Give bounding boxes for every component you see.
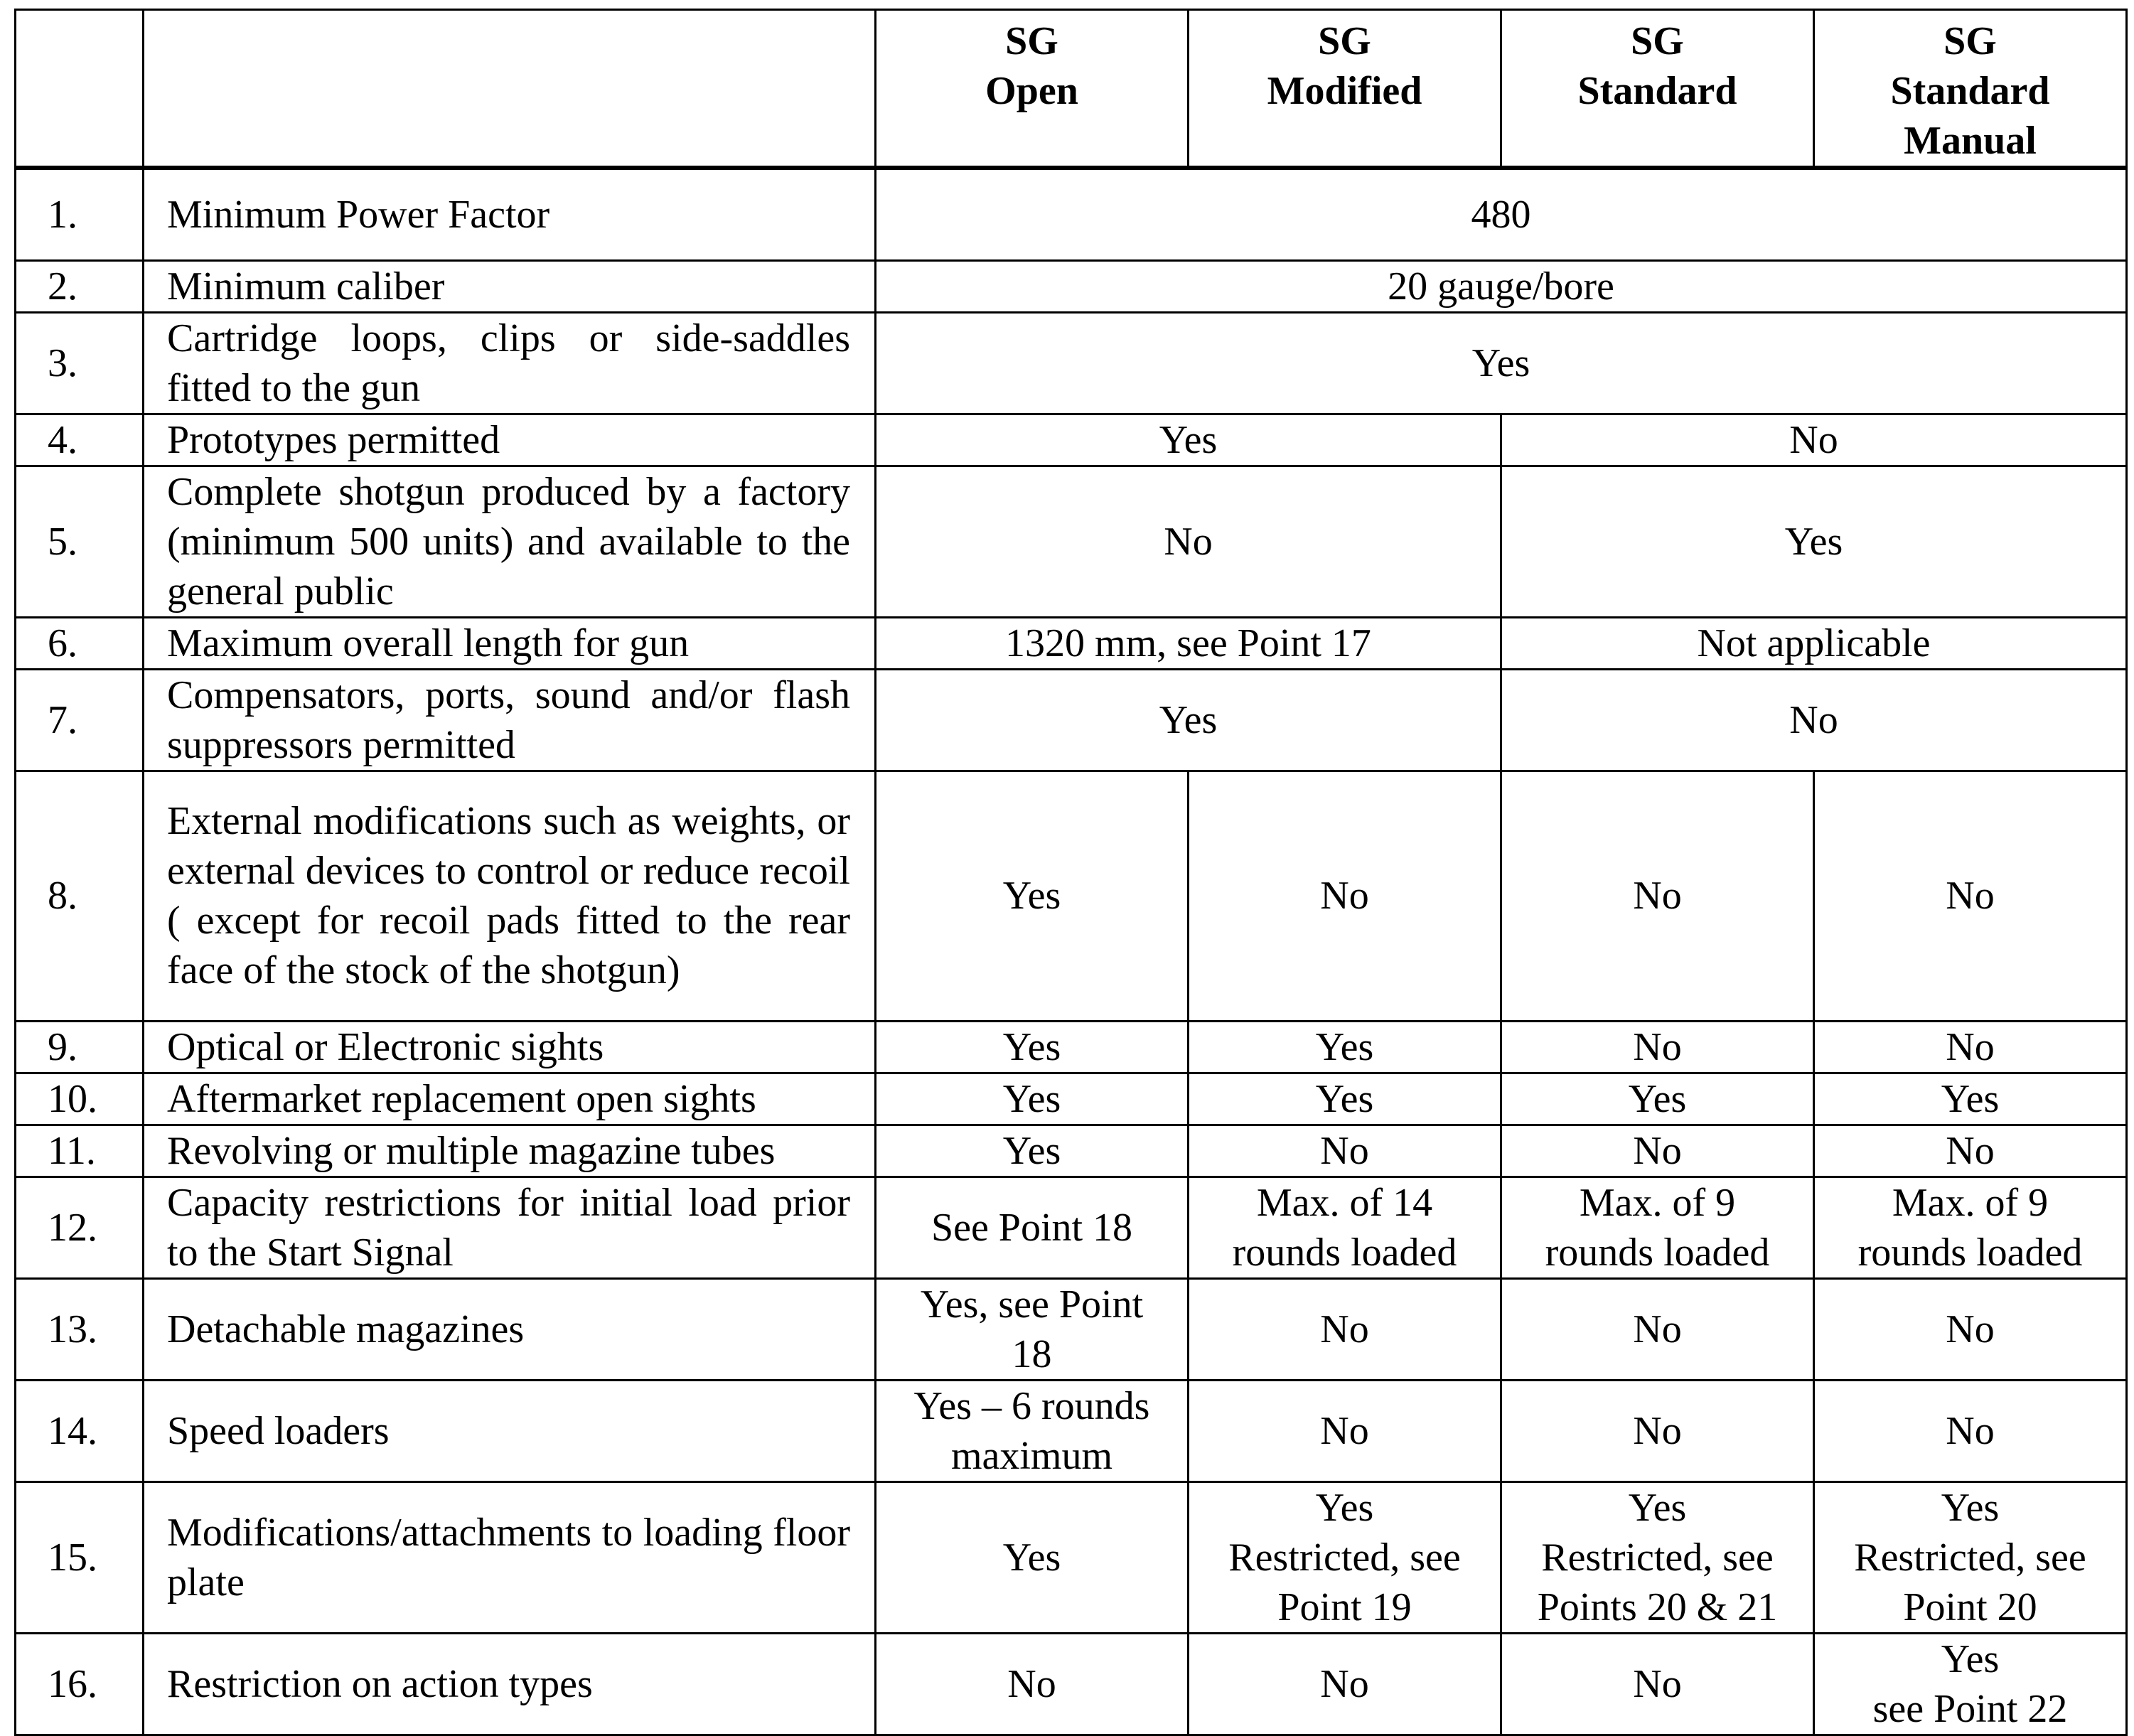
- row-number: 16.: [16, 1633, 144, 1735]
- value-sg-standard-manual: No: [1814, 1278, 2127, 1380]
- value-sg-standard-manual: Yes: [1814, 1073, 2127, 1125]
- table-row: [16, 312, 2127, 414]
- value-open-modified: Yes: [876, 414, 1501, 466]
- value-open-modified: Yes: [876, 669, 1501, 771]
- value-standard-manual: No: [1501, 669, 2127, 771]
- row-number: 6.: [16, 617, 144, 669]
- table-row: [16, 617, 2127, 669]
- value-sg-standard: Max. of 9 rounds loaded: [1501, 1177, 1814, 1278]
- row-description: Minimum caliber: [144, 260, 876, 312]
- row-description: Minimum Power Factor: [144, 168, 876, 260]
- rules-table: [14, 9, 2128, 1736]
- row-description: Maximum overall length for gun: [144, 617, 876, 669]
- value-sg-standard: Yes Restricted, see Points 20 & 21: [1501, 1482, 1814, 1633]
- value-sg-standard: No: [1501, 1021, 1814, 1073]
- table-row: [16, 466, 2127, 617]
- row-number: 14.: [16, 1380, 144, 1482]
- value-sg-standard: No: [1501, 1380, 1814, 1482]
- row-number: 13.: [16, 1278, 144, 1380]
- value-sg-open: See Point 18: [876, 1177, 1189, 1278]
- row-description: Cartridge loops, clips or side-saddles fitted to the gun: [144, 312, 876, 414]
- row-description: Modifications/attachments to loading floor plate: [144, 1482, 876, 1633]
- row-description: Aftermarket replacement open sights: [144, 1073, 876, 1125]
- header-description: [144, 10, 876, 168]
- value-all-divisions: 480: [876, 168, 2127, 260]
- value-sg-standard-manual: No: [1814, 1380, 2127, 1482]
- value-sg-standard-manual: No: [1814, 1125, 2127, 1177]
- value-sg-modified: No: [1189, 771, 1501, 1021]
- row-number: 4.: [16, 414, 144, 466]
- value-sg-open: Yes, see Point 18: [876, 1278, 1189, 1380]
- row-description: External modifications such as weights, or external devices to control or reduce recoil ( except for recoil pads fitted to the rear face of the stock of the shotgun): [144, 771, 876, 1021]
- value-sg-standard-manual: No: [1814, 771, 2127, 1021]
- row-number: 2.: [16, 260, 144, 312]
- row-number: 1.: [16, 168, 144, 260]
- value-standard-manual: Not applicable: [1501, 617, 2127, 669]
- value-sg-open: Yes: [876, 1073, 1189, 1125]
- row-number: 8.: [16, 771, 144, 1021]
- value-sg-modified: Yes Restricted, see Point 19: [1189, 1482, 1501, 1633]
- table-row: [16, 1380, 2127, 1482]
- table-row: [16, 260, 2127, 312]
- table-row: [16, 1177, 2127, 1278]
- value-sg-standard-manual: Max. of 9 rounds loaded: [1814, 1177, 2127, 1278]
- header-sg-standard-manual: SG Standard Manual: [1814, 10, 2127, 168]
- value-all-divisions: 20 gauge/bore: [876, 260, 2127, 312]
- value-sg-standard-manual: No: [1814, 1021, 2127, 1073]
- header-sg-modified: SG Modified: [1189, 10, 1501, 168]
- table-row: [16, 1125, 2127, 1177]
- value-sg-modified: Yes: [1189, 1021, 1501, 1073]
- row-description: Detachable magazines: [144, 1278, 876, 1380]
- value-sg-standard-manual: Yes Restricted, see Point 20: [1814, 1482, 2127, 1633]
- row-description: Complete shotgun produced by a factory (minimum 500 units) and available to the general public: [144, 466, 876, 617]
- table-row: [16, 1073, 2127, 1125]
- table-row: [16, 168, 2127, 260]
- header-sg-standard: SG Standard: [1501, 10, 1814, 168]
- header-row: [16, 10, 2127, 168]
- value-sg-modified: No: [1189, 1633, 1501, 1735]
- value-sg-open: Yes: [876, 771, 1189, 1021]
- row-number: 10.: [16, 1073, 144, 1125]
- value-sg-open: No: [876, 1633, 1189, 1735]
- row-description: Restriction on action types: [144, 1633, 876, 1735]
- value-sg-open: Yes: [876, 1482, 1189, 1633]
- row-number: 12.: [16, 1177, 144, 1278]
- value-sg-modified: Yes: [1189, 1073, 1501, 1125]
- row-number: 11.: [16, 1125, 144, 1177]
- row-description: Prototypes permitted: [144, 414, 876, 466]
- value-sg-modified: No: [1189, 1380, 1501, 1482]
- table-row: [16, 771, 2127, 1021]
- header-num: [16, 10, 144, 168]
- value-sg-standard-manual: Yes see Point 22: [1814, 1633, 2127, 1735]
- row-description: Optical or Electronic sights: [144, 1021, 876, 1073]
- row-number: 3.: [16, 312, 144, 414]
- value-sg-standard: No: [1501, 1633, 1814, 1735]
- row-description: Revolving or multiple magazine tubes: [144, 1125, 876, 1177]
- row-description: Compensators, ports, sound and/or flash suppressors permitted: [144, 669, 876, 771]
- row-number: 9.: [16, 1021, 144, 1073]
- value-sg-modified: Max. of 14 rounds loaded: [1189, 1177, 1501, 1278]
- value-sg-open: Yes – 6 rounds maximum: [876, 1380, 1189, 1482]
- value-sg-modified: No: [1189, 1278, 1501, 1380]
- value-standard-manual: Yes: [1501, 466, 2127, 617]
- table-row: [16, 1482, 2127, 1633]
- header-sg-open: SG Open: [876, 10, 1189, 168]
- value-standard-manual: No: [1501, 414, 2127, 466]
- value-sg-modified: No: [1189, 1125, 1501, 1177]
- row-description: Capacity restrictions for initial load prior to the Start Signal: [144, 1177, 876, 1278]
- value-open-modified: No: [876, 466, 1501, 617]
- value-sg-standard: No: [1501, 771, 1814, 1021]
- value-sg-standard: No: [1501, 1125, 1814, 1177]
- value-sg-open: Yes: [876, 1021, 1189, 1073]
- row-number: 15.: [16, 1482, 144, 1633]
- table-row: [16, 669, 2127, 771]
- row-number: 7.: [16, 669, 144, 771]
- row-description: Speed loaders: [144, 1380, 876, 1482]
- table-row: [16, 414, 2127, 466]
- value-sg-standard: No: [1501, 1278, 1814, 1380]
- row-number: 5.: [16, 466, 144, 617]
- value-sg-open: Yes: [876, 1125, 1189, 1177]
- value-open-modified: 1320 mm, see Point 17: [876, 617, 1501, 669]
- table-row: [16, 1021, 2127, 1073]
- value-all-divisions: Yes: [876, 312, 2127, 414]
- table-row: [16, 1633, 2127, 1735]
- value-sg-standard: Yes: [1501, 1073, 1814, 1125]
- table-row: [16, 1278, 2127, 1380]
